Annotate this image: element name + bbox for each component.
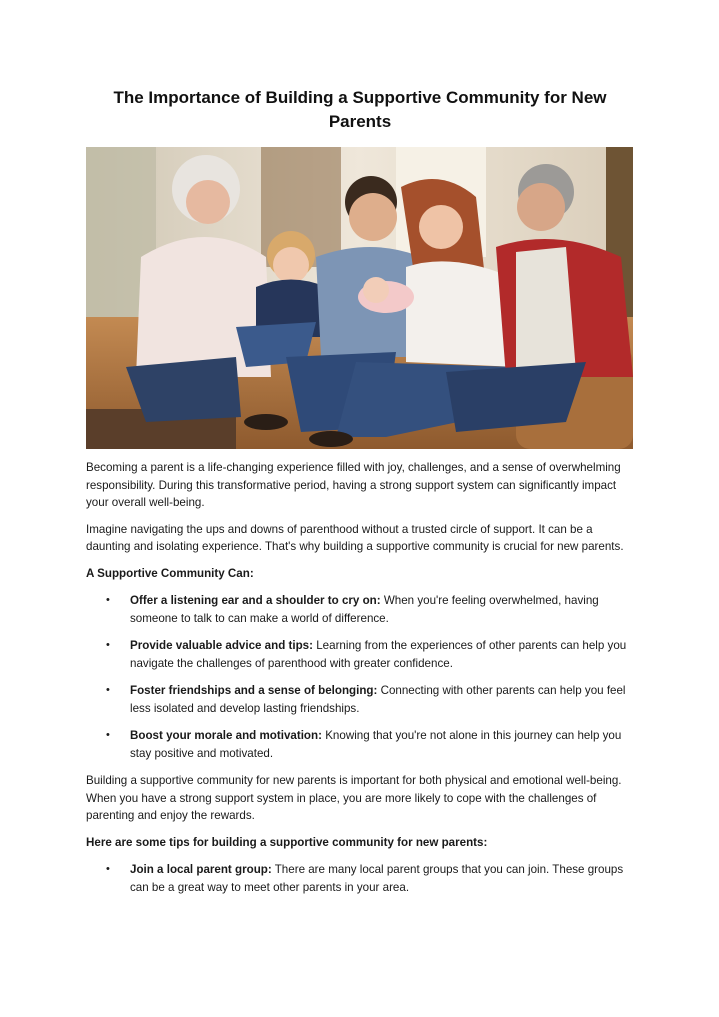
list-item-lead: Boost your morale and motivation: bbox=[130, 729, 322, 742]
benefits-list bbox=[86, 592, 633, 762]
list-item bbox=[86, 727, 633, 762]
list-item-text: Learning from the experiences of other parents can help you navigate the challenges of parenthood with greater confidence. bbox=[130, 639, 627, 670]
list-item-lead: Provide valuable advice and tips: bbox=[130, 639, 313, 652]
family-photo bbox=[86, 147, 633, 449]
bullet-icon: • bbox=[106, 863, 110, 875]
list-item-lead: Foster friendships and a sense of belonging: bbox=[130, 684, 378, 697]
list-item-lead: Offer a listening ear and a shoulder to cry on: bbox=[130, 594, 381, 607]
bullet-icon: • bbox=[106, 729, 110, 741]
section-heading-tips: Here are some tips for building a supportive community for new parents: bbox=[86, 835, 488, 849]
bullet-icon: • bbox=[106, 594, 110, 606]
section-heading-benefits: A Supportive Community Can: bbox=[86, 566, 254, 580]
list-item-text: Connecting with other parents can help you feel less isolated and develop lasting friendships. bbox=[130, 684, 626, 715]
list-item bbox=[86, 682, 633, 717]
document-title: The Importance of Building a Supportive Community for New Parents bbox=[113, 88, 607, 131]
list-item-text: When you're feeling overwhelmed, having someone to talk to can make a world of difference. bbox=[130, 594, 599, 625]
bullet-icon: • bbox=[106, 684, 110, 696]
list-item bbox=[86, 592, 633, 627]
bullet-icon: • bbox=[106, 639, 110, 651]
intro-paragraph-2: Imagine navigating the ups and downs of parenthood without a trusted circle of support. It can be a daunting and isolating experience. That's why building a supportive community is crucial for new parents. bbox=[86, 522, 624, 553]
list-item-lead: Join a local parent group: bbox=[130, 863, 272, 876]
document-body bbox=[86, 459, 633, 906]
tips-list bbox=[86, 861, 633, 896]
list-item bbox=[86, 637, 633, 672]
list-item-text: There are many local parent groups that you can join. These groups can be a great way to meet other parents in your area. bbox=[130, 863, 624, 894]
intro-paragraph-1: Becoming a parent is a life-changing experience filled with joy, challenges, and a sense of overwhelming responsibility. During this transformative period, having a strong support system can significantly impact your overall well-being. bbox=[86, 461, 621, 509]
list-item-text: Knowing that you're not alone in this journey can help you stay positive and motivated. bbox=[130, 729, 622, 760]
list-item bbox=[86, 861, 633, 896]
middle-paragraph: Building a supportive community for new parents is important for both physical and emotional well-being. When you have a strong support system in place, you are more likely to cope with the challenges of parenting and enjoy the rewards. bbox=[86, 774, 622, 822]
